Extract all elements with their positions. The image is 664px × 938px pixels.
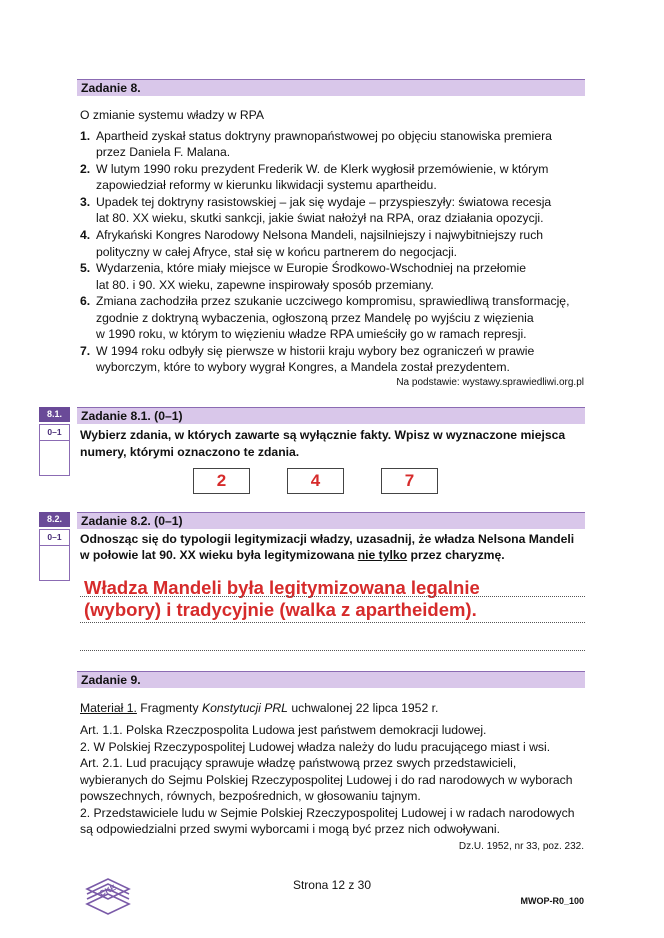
fact-line: Afrykański Kongres Narodowy Nelsona Mandeli, najsilniejszy i najwybitniejszy ruch	[96, 228, 544, 243]
fact-text	[96, 293, 585, 342]
task82-instr-underlined: nie tylko	[357, 548, 408, 562]
fact-line: Upadek tej doktryny rasistowskiej – jak się wydaje – przyspieszyły: światowa recesja	[96, 195, 552, 210]
fact-line: lat 80. i 90. XX wieku, zapewne inspirowały sposób przemiany.	[96, 277, 434, 292]
task81-instruction-1: Wybierz zdania, w których zawarte są wyłącznie fakty. Wpisz w wyznaczone miejsca	[80, 428, 566, 442]
fact-line: w 1990 roku, w którym to więzieniu władze RPA umieściły go w ramach represji.	[96, 327, 527, 342]
material-post: uchwalonej 22 lipca 1952 r.	[287, 701, 439, 715]
article-line: powszechnych, równych, bezpośrednich, w głosowaniu tajnym.	[80, 789, 421, 803]
fact-item	[80, 227, 585, 260]
fact-line: zgodnie z doktryną wybaczenia, ogłoszoną przez Mandelę po wyjściu z więzienia	[96, 310, 534, 325]
fact-line: wyborczym, które to wybory wygrał Kongres, a Mandela został prezydentem.	[96, 360, 510, 375]
fact-number: 3.	[80, 195, 91, 210]
fact-item	[80, 161, 585, 194]
fact-number: 2.	[80, 162, 91, 177]
fact-number: 6.	[80, 294, 91, 309]
answer-line-3[interactable]	[80, 650, 585, 651]
fact-item	[80, 260, 585, 293]
fact-line: przez Daniela F. Malana.	[96, 145, 231, 160]
constitution-articles	[80, 722, 590, 838]
fact-text	[96, 161, 585, 194]
fact-line: Wydarzenia, które miały miejsce w Europie Środkowo-Wschodniej na przełomie	[96, 261, 527, 276]
fact-text	[96, 227, 585, 260]
task82-code: 8.2.	[39, 512, 70, 527]
fact-line: W 1994 roku odbyły się pierwsze w historii kraju wybory bez ograniczeń w prawie	[96, 343, 535, 358]
fact-line: zapowiedział reformy w kierunku likwidacji systemu apartheidu.	[96, 178, 437, 193]
fact-line: polityczny w całej Afryce, stał się w końcu partnerem do negocjacji.	[96, 244, 458, 259]
article-line: 2. W Polskiej Rzeczypospolitej Ludowej władza należy do ludu pracującego miast i wsi.	[80, 739, 551, 754]
fact-line: lat 80. XX wieku, skutki sankcji, jakie świat nałożył na RPA, oraz działania opozycji.	[96, 211, 544, 226]
article-line: wybieranych do Sejmu Polskiej Rzeczypospolitej Ludowej i do rad narodowych w wyborach	[80, 772, 573, 787]
fact-number: 1.	[80, 129, 91, 143]
fact-line: W lutym 1990 roku prezydent Frederik W. de Klerk wygłosił przemówienie, w którym	[96, 162, 549, 177]
handwritten-answer-line-1: Władza Mandeli była legitymizowana legalnie	[84, 577, 480, 598]
task81-code: 8.1.	[39, 407, 70, 422]
article-line: Art. 1.1. Polska Rzeczpospolita Ludowa jest państwem demokracji ludowej.	[80, 723, 487, 737]
logo-text: CKE	[98, 882, 118, 899]
task82-score: 0–1	[39, 529, 70, 546]
answer-box-2[interactable]: 4	[287, 468, 344, 494]
task8-heading: Zadanie 8.	[77, 79, 585, 96]
task82-instruction-1: Odnosząc się do typologii legitymizacji władzy, uzasadnij, że władza Nelsona Mandeli	[80, 532, 575, 546]
page-number: Strona 12 z 30	[292, 878, 372, 892]
article-line: 2. Przedstawiciele ludu w Sejmie Polskiej Rzeczypospolitej Ludowej i w radach narodowych	[80, 805, 575, 820]
task82-score-box[interactable]	[39, 546, 70, 581]
material-label: Materiał 1.	[80, 701, 137, 715]
answer-line-2[interactable]	[80, 622, 585, 623]
material-italic: Konstytucji PRL	[201, 701, 288, 715]
task81-score: 0–1	[39, 424, 70, 441]
fact-number: 7.	[80, 343, 91, 358]
fact-text	[96, 260, 585, 293]
task81-score-box[interactable]	[39, 441, 70, 476]
task8-intro: O zmianie systemu władzy w RPA	[80, 108, 264, 122]
task82-instr-part-a: w połowie lat 90. XX wieku była legitymizowana	[80, 548, 358, 562]
task81-instruction-2: numery, którymi oznaczono te zdania.	[80, 445, 300, 459]
fact-text	[96, 343, 585, 376]
fact-number: 4.	[80, 228, 91, 243]
fact-item	[80, 343, 585, 376]
handwritten-answer-line-2: (wybory) i tradycyjnie (walka z apartheidem).	[84, 599, 477, 620]
fact-text	[96, 194, 585, 227]
task9-heading: Zadanie 9.	[77, 671, 585, 688]
exam-code: MWOP-R0_100	[520, 896, 584, 906]
fact-item	[80, 293, 585, 342]
fact-number: 5.	[80, 261, 91, 276]
article-line: Art. 2.1. Lud pracujący sprawuje władzę państwową przez swych przedstawicieli,	[80, 756, 517, 770]
fact-line: Apartheid zyskał status doktryny prawnopaństwowej po objęciu stanowiska premiera	[96, 129, 552, 143]
article-line: są odpowiedzialni przed swymi wyborcami i mogą być przez nich odwoływani.	[80, 822, 500, 836]
fact-line: Zmiana zachodziła przez szukanie uczciwego kompromisu, sprawiedliwą transformację,	[96, 294, 570, 309]
task9-source: Dz.U. 1952, nr 33, poz. 232.	[458, 841, 584, 852]
task82-instr-part-b: przez charyzmę.	[407, 548, 505, 562]
task82-instruction-2	[80, 547, 585, 564]
fact-item	[80, 128, 585, 161]
fact-text	[96, 128, 585, 161]
material-title	[80, 700, 590, 717]
task82-heading: Zadanie 8.2. (0–1)	[77, 512, 585, 529]
task81-heading: Zadanie 8.1. (0–1)	[77, 407, 585, 424]
answer-box-1[interactable]: 2	[193, 468, 250, 494]
answer-box-3[interactable]: 7	[381, 468, 438, 494]
material-pre: Fragmenty	[136, 701, 202, 715]
task8-source: Na podstawie: wystawy.sprawiedliwi.org.pl	[396, 377, 584, 388]
answer-line-1[interactable]	[80, 596, 585, 597]
facts-list	[80, 128, 585, 376]
fact-item	[80, 194, 585, 227]
